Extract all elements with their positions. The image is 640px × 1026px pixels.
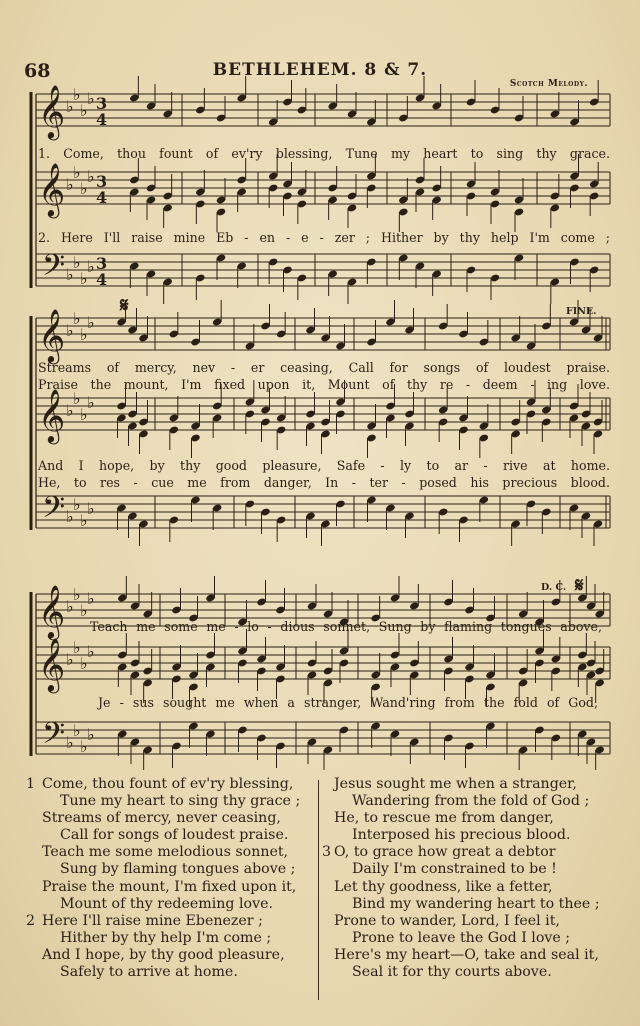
flat-sign: ♭ — [73, 721, 81, 740]
flat-sign: ♭ — [73, 585, 81, 604]
hymn-line-text: Here I'll raise mine Ebenezer ; — [42, 912, 263, 929]
verse-number: 3 — [322, 844, 332, 861]
flat-sign: ♭ — [66, 733, 74, 752]
hymn-line-text: Hither by thy help I'm come ; — [60, 929, 272, 946]
flat-sign: ♭ — [80, 179, 88, 198]
hymn-line-text: Prone to leave the God I love ; — [352, 929, 571, 946]
hymn-line-text: And I hope, by thy good pleasure, — [42, 946, 285, 963]
flat-sign: ♭ — [73, 389, 81, 408]
fine-mark: FINE. — [566, 306, 597, 317]
time-signature: 3 — [96, 254, 108, 273]
hymn-line-text: Praise the mount, I'm fixed upon it, — [42, 878, 297, 895]
time-signature: 4 — [96, 110, 108, 129]
flat-sign: ♭ — [87, 257, 95, 276]
bass-clef: 𝄢 — [42, 249, 66, 290]
flat-sign: ♭ — [66, 507, 74, 526]
verse-number: 1 — [26, 776, 36, 792]
treble-clef: 𝄞 — [38, 308, 66, 362]
flat-sign: ♭ — [87, 642, 95, 661]
flat-sign: ♭ — [87, 89, 95, 108]
time-signature: 4 — [96, 188, 108, 207]
flat-sign: ♭ — [73, 85, 81, 104]
page-number: 68 — [24, 60, 51, 82]
flat-sign: ♭ — [87, 589, 95, 608]
lyric-line-7: Teach me some me - lo - dious sonnet, Sung by flaming tongues above, — [90, 619, 602, 634]
flat-sign: ♭ — [80, 737, 88, 756]
flat-sign: ♭ — [87, 725, 95, 744]
hymn-line-text: Sung by flaming tongues above ; — [60, 861, 296, 878]
composer-credit: Scotch Melody. — [509, 79, 588, 89]
flat-sign: ♭ — [66, 97, 74, 116]
flat-sign: ♭ — [80, 101, 88, 120]
flat-sign: ♭ — [66, 265, 74, 284]
flat-sign: ♭ — [66, 321, 74, 340]
hymn-line-text: Come, thou fount of ev'ry blessing, — [42, 776, 294, 792]
hymn-line-text: Interposed his precious blood. — [352, 827, 571, 844]
lyric-line-8: Je - sus sought me when a stranger, Wand'ring from the fold of God, — [98, 695, 598, 710]
flat-sign: ♭ — [73, 309, 81, 328]
flat-sign: ♭ — [80, 601, 88, 620]
flat-sign: ♭ — [80, 325, 88, 344]
hymn-line-text: Streams of mercy, never ceasing, — [42, 810, 281, 827]
treble-clef: 𝄞 — [38, 162, 66, 216]
flat-sign: ♭ — [87, 167, 95, 186]
lyric-line-1: 1. Come, thou fount of ev'ry blessing, Tune my heart to sing thy grace. — [38, 146, 610, 161]
segno-mark: 𝄋 — [120, 293, 129, 317]
hymn-line-text: Here's my heart—O, take and seal it, — [334, 946, 599, 963]
bass-clef: 𝄢 — [42, 491, 66, 532]
flat-sign: ♭ — [87, 393, 95, 412]
time-signature: 3 — [96, 172, 108, 191]
lyric-line-4: Praise the mount, I'm fixed upon it, Mount of thy re - deem - ing love. — [38, 377, 610, 392]
hymn-line-text: Mount of thy redeeming love. — [60, 895, 273, 912]
lyric-line-2: 2. Here I'll raise mine Eb - en - e - zer ; Hither by thy help I'm come ; — [38, 230, 610, 245]
verse-number: 2 — [26, 912, 36, 929]
treble-clef: 𝄞 — [38, 637, 66, 691]
treble-clef: 𝄞 — [38, 584, 66, 638]
hymn-line-text: He, to rescue me from danger, — [334, 810, 554, 827]
hymn-line-text: O, to grace how great a debtor — [334, 844, 556, 861]
flat-sign: ♭ — [87, 313, 95, 332]
flat-sign: ♭ — [73, 253, 81, 272]
hymn-line-text: Let thy goodness, like a fetter, — [334, 878, 553, 895]
hymn-line-text: Jesus sought me when a stranger, — [334, 776, 577, 792]
flat-sign: ♭ — [66, 650, 74, 669]
hymn-line-text: Seal it for thy courts above. — [352, 964, 552, 981]
hymn-line-text: Wandering from the fold of God ; — [352, 793, 590, 810]
hymn-line-text: Call for songs of loudest praise. — [60, 827, 289, 844]
column-divider — [318, 780, 319, 1000]
hymn-line-text: Teach me some melodious sonnet, — [42, 844, 289, 861]
time-signature: 4 — [96, 270, 108, 289]
hymn-line-text: Bind my wandering heart to thee ; — [352, 895, 600, 912]
treble-clef: 𝄞 — [38, 388, 66, 442]
flat-sign: ♭ — [80, 405, 88, 424]
flat-sign: ♭ — [73, 495, 81, 514]
bass-clef: 𝄢 — [42, 717, 66, 758]
flat-sign: ♭ — [80, 654, 88, 673]
hymn-line-text: Daily I'm constrained to be ! — [352, 861, 557, 878]
dc-mark: D. C. — [541, 582, 567, 593]
flat-sign: ♭ — [66, 597, 74, 616]
flat-sign: ♭ — [73, 163, 81, 182]
hymn-line-text: Prone to wander, Lord, I feel it, — [334, 912, 560, 929]
segno-mark: 𝄋 — [575, 573, 584, 597]
flat-sign: ♭ — [66, 401, 74, 420]
lyric-line-6: He, to res - cue me from danger, In - ter - posed his precious blood. — [38, 475, 610, 490]
flat-sign: ♭ — [66, 175, 74, 194]
flat-sign: ♭ — [80, 269, 88, 288]
treble-clef: 𝄞 — [38, 84, 66, 138]
flat-sign: ♭ — [87, 499, 95, 518]
time-signature: 3 — [96, 94, 108, 113]
hymn-line-text: Safely to arrive at home. — [60, 964, 238, 981]
lyric-line-5: And I hope, by thy good pleasure, Safe - ly to ar - rive at home. — [38, 458, 610, 473]
hymn-title: BETHLEHEM. 8 & 7. — [212, 60, 428, 80]
lyric-line-3: Streams of mercy, nev - er ceasing, Call for songs of loudest praise. — [38, 360, 610, 375]
hymn-line-text: Tune my heart to sing thy grace ; — [60, 793, 301, 810]
flat-sign: ♭ — [73, 638, 81, 657]
flat-sign: ♭ — [80, 511, 88, 530]
